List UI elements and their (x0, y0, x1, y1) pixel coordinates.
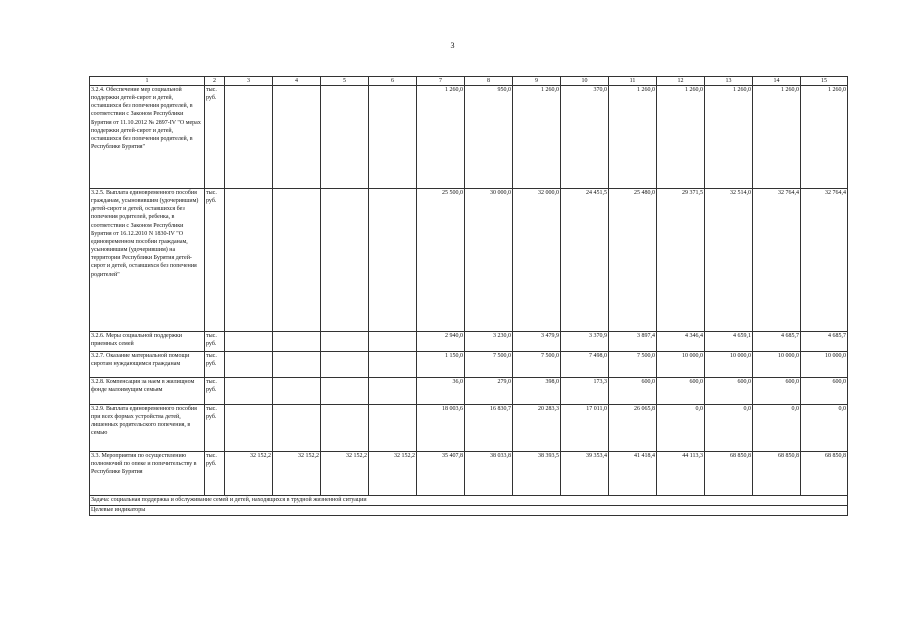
value-cell (225, 332, 273, 352)
value-cell: 10 000,0 (657, 352, 705, 378)
value-cell: 7 500,0 (609, 352, 657, 378)
value-cell: 7 498,0 (561, 352, 609, 378)
budget-table (89, 76, 848, 516)
value-cell: 24 451,5 (561, 189, 609, 332)
row-unit: тыс. руб. (205, 352, 225, 378)
row-unit: тыс. руб. (205, 378, 225, 405)
row-description: 3.2.7. Оказание материальной помощи сиротам нуждающимся гражданам (90, 352, 205, 378)
row-description: 3.2.9. Выплата единовременного пособия при всех формах устройства детей, лишенных родительского попечения, в семью (90, 405, 205, 452)
page-number: 3 (450, 41, 455, 50)
row-unit: тыс. руб. (205, 332, 225, 352)
value-cell (369, 405, 417, 452)
header-cell: 12 (657, 77, 705, 86)
table-row (90, 352, 848, 378)
header-cell: 5 (321, 77, 369, 86)
value-cell (321, 405, 369, 452)
value-cell: 35 407,8 (417, 452, 465, 496)
value-cell: 173,3 (561, 378, 609, 405)
value-cell: 398,0 (513, 378, 561, 405)
header-cell: 7 (417, 77, 465, 86)
value-cell: 279,0 (465, 378, 513, 405)
value-cell: 3 479,9 (513, 332, 561, 352)
header-cell: 1 (90, 77, 205, 86)
value-cell: 10 000,0 (753, 352, 801, 378)
value-cell: 41 418,4 (609, 452, 657, 496)
value-cell: 68 850,8 (801, 452, 848, 496)
value-cell: 1 260,0 (705, 86, 753, 189)
header-cell: 9 (513, 77, 561, 86)
header-cell: 10 (561, 77, 609, 86)
value-cell (273, 378, 321, 405)
value-cell: 4 685,7 (753, 332, 801, 352)
value-cell: 32 514,0 (705, 189, 753, 332)
header-cell: 8 (465, 77, 513, 86)
value-cell (225, 405, 273, 452)
table-row (90, 378, 848, 405)
value-cell: 32 000,0 (513, 189, 561, 332)
value-cell: 38 033,8 (465, 452, 513, 496)
value-cell: 32 152,2 (225, 452, 273, 496)
value-cell: 16 830,7 (465, 405, 513, 452)
value-cell: 18 003,6 (417, 405, 465, 452)
header-row (90, 77, 848, 86)
indicators-row (90, 506, 848, 516)
header-cell: 11 (609, 77, 657, 86)
value-cell: 25 500,0 (417, 189, 465, 332)
value-cell: 1 260,0 (417, 86, 465, 189)
row-description: 3.2.6. Меры социальной поддержки приемных семей (90, 332, 205, 352)
value-cell: 32 152,2 (321, 452, 369, 496)
value-cell: 4 346,4 (657, 332, 705, 352)
value-cell: 7 500,0 (513, 352, 561, 378)
table-row (90, 86, 848, 189)
value-cell: 0,0 (657, 405, 705, 452)
value-cell: 17 011,0 (561, 405, 609, 452)
value-cell: 29 371,5 (657, 189, 705, 332)
value-cell: 0,0 (705, 405, 753, 452)
value-cell: 38 393,5 (513, 452, 561, 496)
value-cell: 3 230,0 (465, 332, 513, 352)
value-cell: 44 113,3 (657, 452, 705, 496)
value-cell (321, 189, 369, 332)
row-description: 3.2.4. Обеспечение мер социальной поддержки детей-сирот и детей, оставшихся без попечения родителей, в соответствии с Законом Республики Бурятия от 11.10.2012 № 2897-IV "О мерах поддержки детей-сирот и детей, оставшихся без попечения родителей, в Республике Бурятия" (90, 86, 205, 189)
row-unit: тыс. руб. (205, 189, 225, 332)
value-cell: 32 764,4 (801, 189, 848, 332)
value-cell (369, 86, 417, 189)
header-cell: 6 (369, 77, 417, 86)
value-cell: 0,0 (753, 405, 801, 452)
value-cell: 600,0 (657, 378, 705, 405)
value-cell (225, 189, 273, 332)
value-cell: 600,0 (801, 378, 848, 405)
table-body (90, 86, 848, 496)
header-cell: 13 (705, 77, 753, 86)
value-cell (321, 378, 369, 405)
value-cell: 600,0 (609, 378, 657, 405)
value-cell: 4 659,1 (705, 332, 753, 352)
value-cell: 32 764,4 (753, 189, 801, 332)
row-description: 3.2.5. Выплата единовременного пособия гражданам, усыновившим (удочерившим) детей-сирот и детей, оставшихся без попечения родителей, ребенка, в соответствии с Законом Республики Бурятия от 16.12.2010 N 1830-IV "О единовременном пособии гражданам, усыновившим (удочерившим) на территории Республики Бурятия детей-сирот и детей, оставшихся без попечения родителей" (90, 189, 205, 332)
value-cell: 2 940,0 (417, 332, 465, 352)
value-cell: 39 353,4 (561, 452, 609, 496)
value-cell: 68 850,8 (753, 452, 801, 496)
value-cell (273, 352, 321, 378)
value-cell: 950,0 (465, 86, 513, 189)
value-cell (369, 332, 417, 352)
value-cell: 1 260,0 (513, 86, 561, 189)
value-cell (321, 352, 369, 378)
value-cell (273, 189, 321, 332)
value-cell: 1 260,0 (657, 86, 705, 189)
value-cell (321, 332, 369, 352)
value-cell: 600,0 (753, 378, 801, 405)
value-cell: 30 000,0 (465, 189, 513, 332)
value-cell: 36,0 (417, 378, 465, 405)
value-cell (225, 86, 273, 189)
table-header (90, 77, 848, 86)
table-row (90, 332, 848, 352)
value-cell: 3 897,4 (609, 332, 657, 352)
row-unit: тыс. руб. (205, 452, 225, 496)
value-cell (369, 352, 417, 378)
task-cell: Задача: социальная поддержка и обслуживание семей и детей, находящихся в трудной жизненной ситуации (90, 496, 848, 506)
header-cell: 4 (273, 77, 321, 86)
value-cell (369, 378, 417, 405)
value-cell: 4 685,7 (801, 332, 848, 352)
value-cell: 10 000,0 (705, 352, 753, 378)
table-row (90, 405, 848, 452)
value-cell: 7 500,0 (465, 352, 513, 378)
value-cell (273, 86, 321, 189)
table-footer (90, 496, 848, 516)
header-cell: 15 (801, 77, 848, 86)
value-cell: 32 152,2 (273, 452, 321, 496)
value-cell (225, 378, 273, 405)
value-cell: 3 370,9 (561, 332, 609, 352)
value-cell (225, 352, 273, 378)
row-unit: тыс. руб. (205, 405, 225, 452)
row-description: 3.3. Мероприятия по осуществлению полномочий по опеке и попечительству в Республике Бурятия (90, 452, 205, 496)
value-cell (321, 86, 369, 189)
table-row (90, 452, 848, 496)
value-cell: 1 260,0 (801, 86, 848, 189)
value-cell (369, 189, 417, 332)
row-description: 3.2.8. Компенсация за наем в жилищном фонде малоимущим семьям (90, 378, 205, 405)
value-cell: 1 260,0 (753, 86, 801, 189)
value-cell (273, 332, 321, 352)
value-cell: 10 000,0 (801, 352, 848, 378)
value-cell: 20 283,3 (513, 405, 561, 452)
value-cell: 68 850,8 (705, 452, 753, 496)
header-cell: 2 (205, 77, 225, 86)
header-cell: 3 (225, 77, 273, 86)
task-row (90, 496, 848, 506)
value-cell (273, 405, 321, 452)
header-cell: 14 (753, 77, 801, 86)
value-cell: 32 152,2 (369, 452, 417, 496)
indicators-cell: Целевые индикаторы (90, 506, 848, 516)
value-cell: 25 480,0 (609, 189, 657, 332)
row-unit: тыс. руб. (205, 86, 225, 189)
value-cell: 26 065,8 (609, 405, 657, 452)
value-cell: 0,0 (801, 405, 848, 452)
value-cell: 1 150,0 (417, 352, 465, 378)
value-cell: 370,0 (561, 86, 609, 189)
value-cell: 1 260,0 (609, 86, 657, 189)
table-row (90, 189, 848, 332)
value-cell: 600,0 (705, 378, 753, 405)
